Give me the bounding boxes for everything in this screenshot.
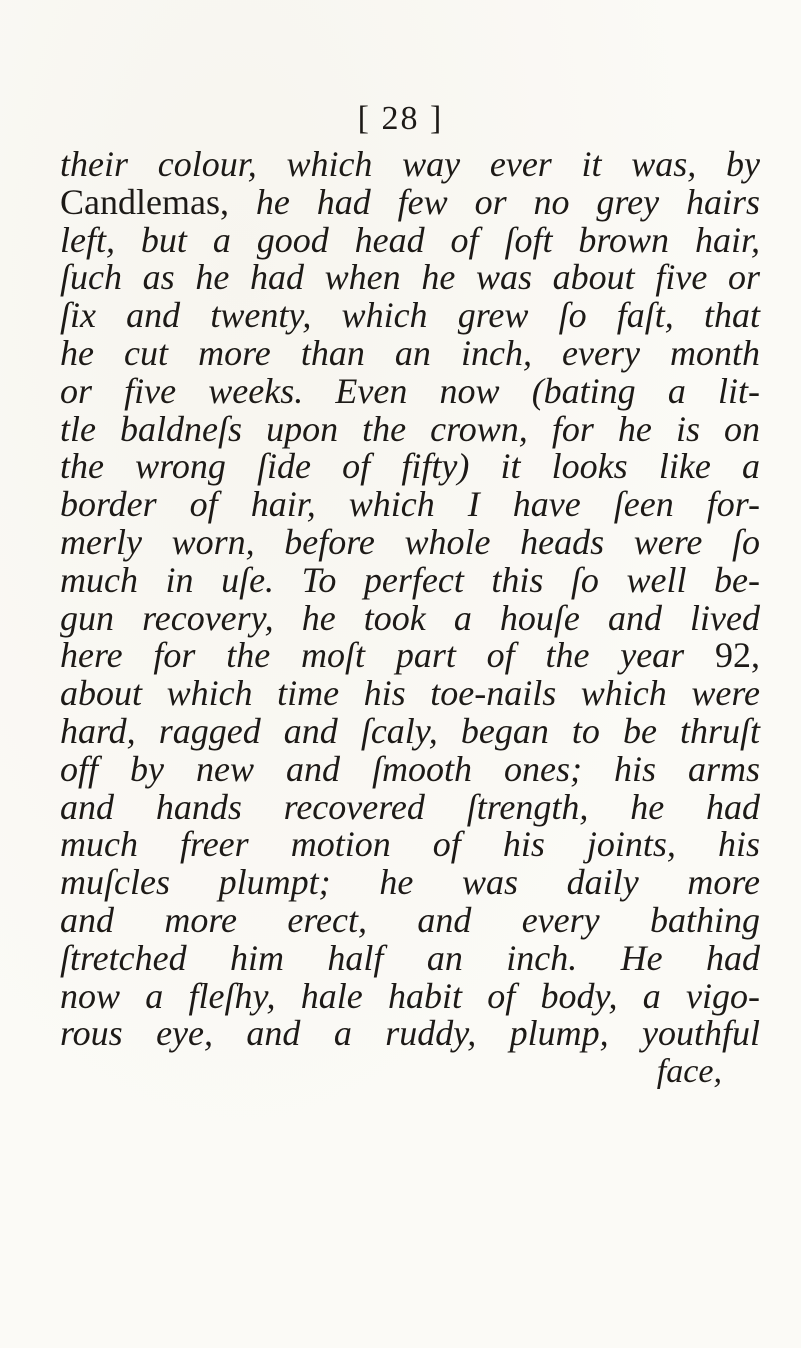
text-line: [60, 146, 760, 184]
text-line: [60, 181, 760, 222]
text-segment: left, but a good head of ſoft brown hair,: [60, 219, 760, 260]
text-segment: much in uſe. To perfect this ſo well be-: [60, 559, 760, 600]
text-segment: or five weeks. Even now (bating a lit-: [60, 370, 760, 411]
text-line: [60, 219, 760, 260]
text-segment: off by new and ſmooth ones; his arms: [60, 748, 760, 789]
text-line: [60, 486, 760, 524]
text-line: [60, 559, 760, 600]
body-text: [60, 146, 760, 1091]
text-line: [60, 899, 760, 940]
text-segment: gun recovery, he took a houſe and lived: [60, 597, 760, 638]
text-line: [60, 332, 760, 373]
text-segment: hard, ragged and ſcaly, began to be thruſt: [60, 710, 760, 751]
text-segment: and more erect, and every bathing: [60, 899, 760, 940]
text-line: [60, 786, 760, 827]
text-segment: Candlemas,: [60, 181, 256, 222]
text-segment: now a fleſhy, hale habit of body, a vigo-: [60, 975, 760, 1016]
text-segment: ſtretched him half an inch. He had: [60, 937, 760, 978]
text-segment: face,: [656, 1053, 722, 1091]
text-line: [60, 259, 760, 297]
text-line: [60, 975, 760, 1016]
text-segment: their colour, which way ever it was, by: [60, 144, 760, 184]
text-segment: he cut more than an inch, every month: [60, 332, 760, 373]
text-line: [60, 748, 760, 789]
text-segment: ſuch as he had when he was about five or: [60, 257, 760, 298]
text-segment: rous eye, and a ruddy, plump, youthful: [60, 1013, 760, 1054]
text-segment: tle baldneſs upon the crown, for he is on: [60, 408, 760, 449]
text-line: [60, 521, 760, 562]
text-line: [60, 637, 760, 675]
text-segment: 92,: [715, 635, 760, 676]
text-line: [60, 937, 760, 978]
text-line: [60, 675, 760, 713]
text-segment: muſcles plumpt; he was daily more: [60, 862, 760, 903]
text-segment: merly worn, before whole heads were ſo: [60, 521, 760, 562]
text-segment: border of hair, which I have ſeen for-: [60, 484, 760, 525]
text-segment: he had few or no grey hairs: [255, 181, 760, 222]
text-line: [60, 710, 760, 751]
text-line: [60, 448, 760, 486]
text-line: [60, 597, 760, 638]
text-line: [60, 370, 760, 411]
text-segment: ſix and twenty, which grew ſo faſt, that: [60, 295, 760, 336]
text-segment: much freer motion of his joints, his: [60, 824, 760, 865]
text-line: [60, 1053, 760, 1091]
page-number: [ 28 ]: [357, 100, 444, 137]
text-line: [60, 297, 760, 335]
text-segment: here for the moſt part of the year: [60, 635, 715, 676]
text-line: [60, 826, 760, 864]
text-line: [60, 864, 760, 902]
text-line: [60, 1015, 760, 1053]
text-segment: the wrong ſide of fifty) it looks like a: [60, 446, 760, 487]
text-segment: about which time his toe-nails which were: [60, 673, 760, 714]
text-line: [60, 408, 760, 449]
text-segment: and hands recovered ſtrength, he had: [60, 786, 760, 827]
